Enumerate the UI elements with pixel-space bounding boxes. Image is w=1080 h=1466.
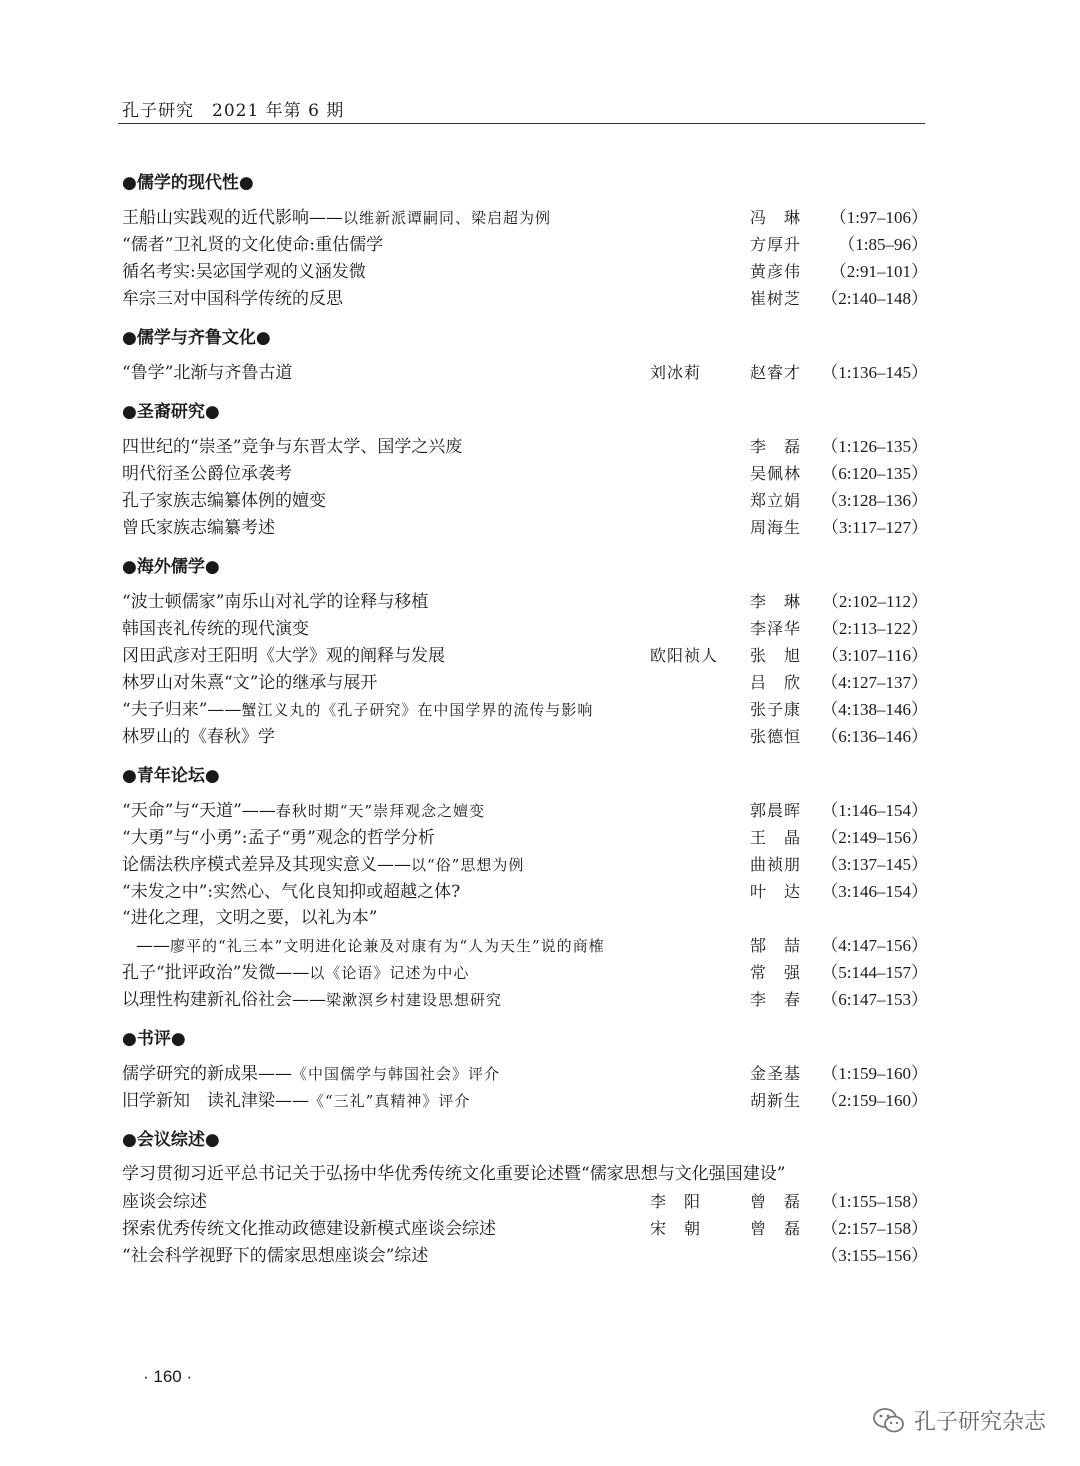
author: 李 琳 <box>750 592 802 611</box>
author: 金圣基 <box>750 1064 802 1083</box>
article-title <box>122 724 650 751</box>
article-title-main: 学习贯彻习近平总书记关于弘扬中华优秀传统文化重要论述暨“儒家思想与文化强国建设” <box>122 1164 786 1184</box>
article-title <box>122 360 650 387</box>
article-title-main: “鲁学”北渐与齐鲁古道 <box>122 363 293 383</box>
article-title <box>122 879 650 906</box>
article-title-main: “大勇”与“小勇”:孟子“勇”观念的哲学分析 <box>122 828 435 848</box>
article-title <box>122 987 650 1014</box>
author: 崔树芝 <box>750 289 802 308</box>
issue-page-ref: （1:146–154） <box>821 801 928 820</box>
article-subtitle: 《中国儒学与韩国社会》评介 <box>292 1065 501 1083</box>
author: 周海生 <box>750 518 802 537</box>
author: 曾 磊 <box>750 1192 802 1211</box>
toc-entry[interactable] <box>122 1242 928 1269</box>
toc-entry[interactable] <box>122 1188 928 1215</box>
toc-entry[interactable] <box>122 1161 928 1188</box>
article-title <box>122 798 650 825</box>
author: 郜 喆 <box>750 936 802 955</box>
toc-entry[interactable] <box>122 285 928 312</box>
toc-entry[interactable] <box>122 696 928 723</box>
toc-section <box>122 1127 928 1269</box>
issue-page-ref: （1:85–96） <box>838 235 928 254</box>
article-title-main: 探索优秀传统文化推动政德建设新模式座谈会综述 <box>122 1219 496 1239</box>
article-title <box>122 825 650 852</box>
article-title-main: 冈田武彦对王阳明《大学》观的阐释与发展 <box>122 646 445 666</box>
issue-page-ref: （5:144–157） <box>821 963 928 982</box>
article-title <box>122 670 650 697</box>
toc-section <box>122 763 928 1013</box>
toc-entry[interactable] <box>122 932 928 959</box>
section-title: ●书评● <box>122 1029 186 1049</box>
toc-entry[interactable] <box>122 258 928 285</box>
article-title <box>122 1243 650 1270</box>
author: 郑立娟 <box>750 491 802 510</box>
article-title-main: “儒者”卫礼贤的文化使命:重估儒学 <box>122 235 384 255</box>
header-rule <box>118 123 925 124</box>
author: 李 磊 <box>750 437 802 456</box>
article-subtitle: 以维新派谭嗣同、梁启超为例 <box>343 209 552 227</box>
issue-page-ref: （2:102–112） <box>821 592 928 611</box>
article-title <box>122 1061 650 1088</box>
issue-page-ref: （3:117–127） <box>821 518 928 537</box>
page-number: · 160 · <box>143 1367 193 1386</box>
author: 曲祯朋 <box>750 855 802 874</box>
toc-section <box>122 1026 928 1114</box>
issue-page-ref: （1:97–106） <box>829 208 928 227</box>
issue-page-ref: （6:147–153） <box>821 990 928 1009</box>
toc-entry[interactable] <box>122 986 928 1013</box>
author: 曾 磊 <box>750 1219 802 1238</box>
toc-entry[interactable] <box>122 460 928 487</box>
article-title-main: 四世纪的“崇圣”竞争与东晋太学、国学之兴废 <box>122 437 463 457</box>
article-title-main: 旧学新知 读礼津梁—— <box>122 1091 309 1111</box>
article-title-main: 曾氏家族志编纂考述 <box>122 518 275 538</box>
article-title-main: —— <box>136 936 170 956</box>
issue-page-ref: （2:91–101） <box>829 262 928 281</box>
section-title: ●青年论坛● <box>122 766 220 786</box>
issue-page-ref: （2:113–122） <box>821 619 928 638</box>
author: 张德恒 <box>750 727 802 746</box>
issue-page-ref: （6:120–135） <box>821 464 928 483</box>
article-title <box>122 205 650 232</box>
toc-entry[interactable] <box>122 433 928 460</box>
issue-page-ref: （2:149–156） <box>821 828 928 847</box>
article-title <box>122 1161 785 1188</box>
article-title-main: “社会科学视野下的儒家思想座谈会”综述 <box>122 1246 429 1266</box>
article-title <box>122 933 650 960</box>
issue-page-ref: （1:136–145） <box>821 363 928 382</box>
toc-entry[interactable] <box>122 1060 928 1087</box>
co-author: 刘冰莉 <box>650 363 702 382</box>
article-title <box>122 286 650 313</box>
watermark-text: 孔子研究杂志 <box>913 1410 1046 1435</box>
issue-page-ref: （1:155–158） <box>821 1192 928 1211</box>
article-subtitle: 廖平的“礼三本”文明进化论兼及对康有为“人为天生”说的商榷 <box>170 937 605 955</box>
toc-entry[interactable] <box>122 615 928 642</box>
wechat-icon <box>872 1407 906 1435</box>
article-subtitle: 梁漱溟乡村建设思想研究 <box>326 991 503 1009</box>
author: 李 春 <box>750 990 802 1009</box>
toc-entry[interactable] <box>122 878 928 905</box>
author: 冯 琳 <box>750 208 802 227</box>
article-title <box>122 461 650 488</box>
article-title <box>122 1216 650 1243</box>
article-title-main: 以理性构建新礼俗社会—— <box>122 990 326 1010</box>
toc-entry[interactable] <box>122 1215 928 1242</box>
toc-entry[interactable] <box>122 669 928 696</box>
issue-page-ref: （4:147–156） <box>821 936 928 955</box>
section-title: ●儒学的现代性● <box>122 173 254 193</box>
article-title-main: “天命”与“天道”—— <box>122 801 276 821</box>
issue-page-ref: （3:137–145） <box>821 855 928 874</box>
article-subtitle: 以“俗”思想为例 <box>411 856 525 874</box>
author: 黄彦伟 <box>750 262 802 281</box>
toc-section <box>122 399 928 541</box>
issue-page-ref: （3:155–156） <box>821 1246 928 1265</box>
co-author: 李 阳 <box>650 1192 702 1211</box>
author: 常 强 <box>750 963 802 982</box>
article-title <box>122 697 650 724</box>
article-title <box>122 616 650 643</box>
article-title <box>122 232 650 259</box>
article-subtitle: 《“三礼”真精神》评介 <box>309 1092 471 1110</box>
article-subtitle: 春秋时期“天”崇拜观念之嬗变 <box>275 802 486 820</box>
author: 王 晶 <box>750 828 802 847</box>
co-author: 欧阳祯人 <box>650 646 719 665</box>
watermark <box>872 1405 1046 1436</box>
article-title-main: 明代衍圣公爵位承袭考 <box>122 464 292 484</box>
running-header: 孔子研究 2021 年第 6 期 <box>122 101 345 121</box>
toc-entry[interactable] <box>122 851 928 878</box>
toc-entry[interactable] <box>122 588 928 615</box>
article-title-main: 孔子“批评政治”发微—— <box>122 963 310 983</box>
issue-page-ref: （1:126–135） <box>821 437 928 456</box>
toc-section <box>122 325 928 386</box>
issue-page-ref: （2:140–148） <box>821 289 928 308</box>
article-title <box>122 589 650 616</box>
table-of-contents <box>122 170 928 1282</box>
article-title <box>122 515 650 542</box>
toc-entry[interactable] <box>122 959 928 986</box>
author: 吴佩林 <box>750 464 802 483</box>
issue-page-ref: （2:157–158） <box>821 1219 928 1238</box>
article-title-main: 论儒法秩序模式差异及其现实意义—— <box>122 855 411 875</box>
article-title-main: 儒学研究的新成果—— <box>122 1064 292 1084</box>
article-title <box>122 434 650 461</box>
article-subtitle: 蟹江义丸的《孔子研究》在中国学界的流传与影响 <box>241 701 594 719</box>
issue-page-ref: （1:159–160） <box>821 1064 928 1083</box>
article-subtitle: 以《论语》记述为中心 <box>309 964 470 982</box>
article-title <box>122 960 650 987</box>
article-title-main: “进化之理，文明之要，以礼为本” <box>122 908 378 928</box>
toc-entry[interactable] <box>122 204 928 231</box>
toc-entry[interactable] <box>122 487 928 514</box>
article-title-main: “波士顿儒家”南乐山对礼学的诠释与移植 <box>122 592 429 612</box>
article-title-main: 孔子家族志编纂体例的嬗变 <box>122 491 326 511</box>
issue-page-ref: （2:159–160） <box>821 1091 928 1110</box>
article-title <box>122 488 650 515</box>
article-title <box>122 1088 650 1115</box>
author: 胡新生 <box>750 1091 802 1110</box>
toc-entry[interactable] <box>122 723 928 750</box>
article-title-main: “未发之中”:实然心、气化良知抑或超越之体? <box>122 882 461 902</box>
article-title-main: 韩国丧礼传统的现代演变 <box>122 619 309 639</box>
co-author: 宋 朝 <box>650 1219 702 1238</box>
article-title-main: 林罗山对朱熹“文”论的继承与展开 <box>122 673 378 693</box>
toc-entry[interactable] <box>122 642 928 669</box>
section-title: ●海外儒学● <box>122 557 220 577</box>
article-title-main: 座谈会综述 <box>122 1192 207 1212</box>
author: 李泽华 <box>750 619 802 638</box>
article-title-main: “夫子归来”—— <box>122 700 242 720</box>
author: 叶 达 <box>750 882 802 901</box>
article-title <box>122 852 650 879</box>
toc-entry[interactable] <box>122 359 928 386</box>
toc-section <box>122 554 928 750</box>
issue-page-ref: （6:136–146） <box>821 727 928 746</box>
article-title-main: 王船山实践观的近代影响—— <box>122 208 343 228</box>
section-title: ●圣裔研究● <box>122 402 220 422</box>
author: 张子康 <box>750 700 802 719</box>
issue-page-ref: （3:128–136） <box>821 491 928 510</box>
toc-entry[interactable] <box>122 905 928 932</box>
author: 张 旭 <box>750 646 802 665</box>
article-title-main: 循名考实:吴宓国学观的义涵发微 <box>122 262 366 282</box>
toc-entry[interactable] <box>122 514 928 541</box>
section-title: ●儒学与齐鲁文化● <box>122 328 271 348</box>
author: 赵睿才 <box>750 363 802 382</box>
article-title-main: 林罗山的《春秋》学 <box>122 727 275 747</box>
toc-entry[interactable] <box>122 231 928 258</box>
issue-page-ref: （3:107–116） <box>821 646 928 665</box>
toc-entry[interactable] <box>122 824 928 851</box>
author: 方厚升 <box>750 235 802 254</box>
issue-page-ref: （4:127–137） <box>821 673 928 692</box>
author: 吕 欣 <box>750 673 802 692</box>
author: 郭晨晖 <box>750 801 802 820</box>
article-title <box>122 1189 650 1216</box>
article-title <box>122 905 650 932</box>
article-title-main: 牟宗三对中国科学传统的反思 <box>122 289 343 309</box>
issue-page-ref: （3:146–154） <box>821 882 928 901</box>
toc-entry[interactable] <box>122 797 928 824</box>
toc-entry[interactable] <box>122 1087 928 1114</box>
article-title <box>122 643 650 670</box>
article-title <box>122 259 650 286</box>
issue-page-ref: （4:138–146） <box>821 700 928 719</box>
toc-section <box>122 170 928 312</box>
section-title: ●会议综述● <box>122 1130 220 1150</box>
